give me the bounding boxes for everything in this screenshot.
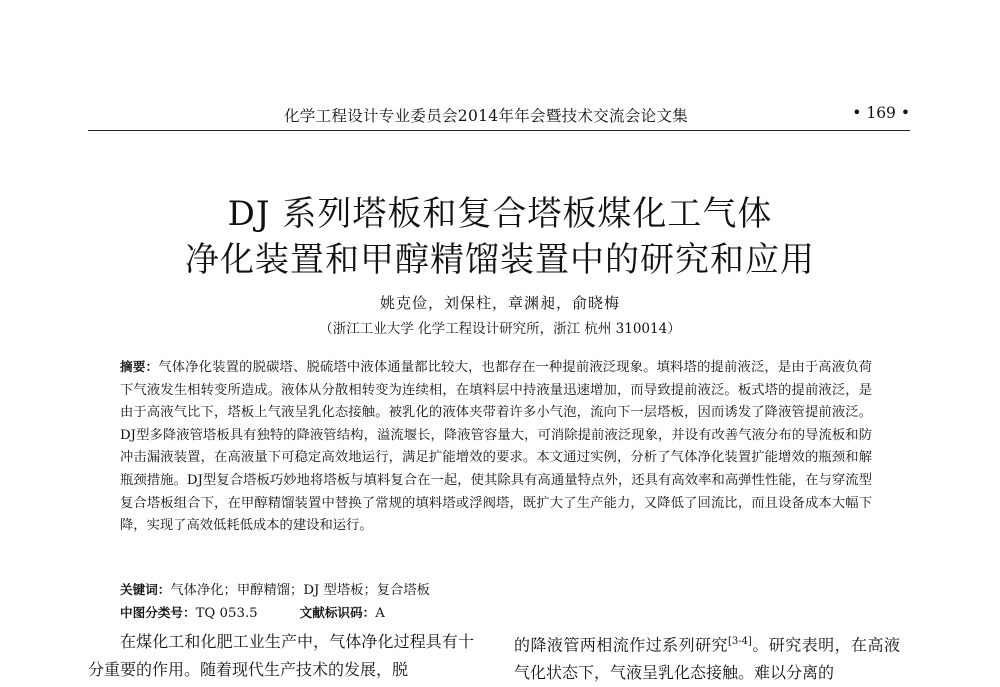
citation: [3-4] [727,636,752,647]
paper-title-line-2: 净化装置和甲醇精馏装置中的研究和应用 [185,240,815,280]
page-number: • 169 • [852,104,910,122]
abstract [120,356,872,538]
journal-title: 化学工程设计专业委员会2014年年会暨技术交流会论文集 [284,107,689,125]
doc-code-value: A [375,606,385,621]
doc-code-label: 文献标识码： [299,605,376,620]
classification-line [120,602,385,621]
clc-label: 中图分类号： [120,605,196,620]
body-right-text-2: 。研究表明，在高液气化状态下，气液呈乳化态接触。难以分离的 [514,635,900,683]
author-list: 姚克俭，刘保柱，章渊昶，俞晓梅 [379,294,620,312]
clc-value: TQ 053.5 [195,606,258,621]
paper-title-line-1: DJ 系列塔板和复合塔板煤化工气体 [227,194,773,234]
abstract-label: 摘要： [120,359,159,374]
keywords-text: 气体净化；甲醇精馏；DJ 型塔板；复合塔板 [170,583,430,598]
keywords-label: 关键词： [120,582,171,597]
body-right-text-1: 的降液管两相流作过系列研究 [514,635,728,655]
body-column-right [514,628,900,687]
running-header [88,100,910,131]
body-column-left: 在煤化工和化肥工业生产中，气体净化过程具有十分重要的作用。随着现代生产技术的发展，脱 [88,632,474,679]
abstract-text: 气体净化装置的脱碳塔、脱硫塔中液体通量都比较大，也都存在一种提前液泛现象。填料塔的提前液泛，是由于高液负荷下气液发生相转变所造成。液体从分散相转变为连续相，在填料层中持液量迅速增加，而导致提前液泛。板式塔的提前液泛，是由于高液气比下，塔板上气液呈乳化态接触。被乳化的液体夹带着许多小气泡，流向下一层塔板，因而诱发了降液管提前液泛。DJ型多降液管塔板具有独特的降液管结构，溢流堰长，降液管容量大，可消除提前液泛现象，并设有改善气液分布的导流板和防冲击漏液装置，在高液量下可稳定高效地运行，满足扩能增效的要求。本文通过实例，分析了气体净化装置扩能增效的瓶颈和解瓶颈措施。DJ型复合塔板巧妙地将塔板与填料复合在一起，使其除具有高通量特点外，还具有高效率和高弹性性能，在与穿流型复合塔板组合下，在甲醇精馏装置中替换了常规的填料塔或浮阀塔，既扩大了生产能力，又降低了回流比，而且设备成本大幅下降，实现了高效低耗低成本的建设和运行。 [120,360,873,534]
affiliation: （浙江工业大学 化学工程设计研究所，浙江 杭州 310014） [319,321,681,337]
keywords [120,579,430,598]
